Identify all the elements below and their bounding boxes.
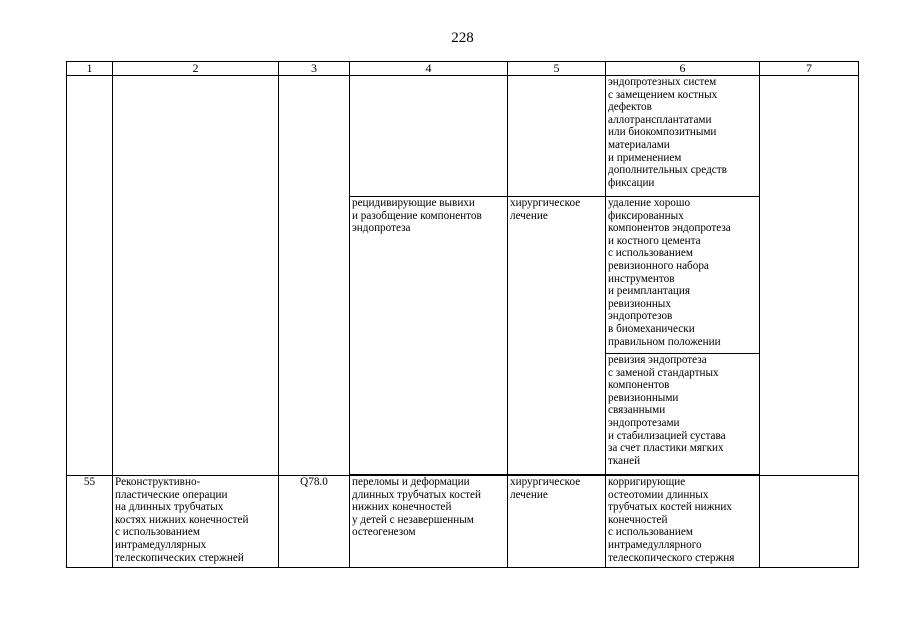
cell-name: Реконструктивно- пластические операции на длинных трубчатых костях нижних конечностей с использованием интрамедуллярных телескопических стержней [113,476,279,568]
table-row [67,476,860,568]
cell-name [113,76,279,476]
column-header: 7 [760,62,859,76]
cell-method: ревизия эндопротеза с заменой стандартных компонентов ревизионными связанными эндопротезами и стабилизацией сустава за счет пластики мягких тканей [606,354,760,475]
header-row [67,62,860,76]
cell-code [279,76,350,476]
column-header: 6 [606,62,760,76]
cell-model [350,76,508,197]
cell-treatment: хирургическое лечение [508,197,606,475]
column-header: 1 [67,62,113,76]
table-row [67,76,860,197]
cell-model: переломы и деформации длинных трубчатых костей нижних конечностей у детей с незавершенным остеогенезом [350,476,508,568]
column-header: 4 [350,62,508,76]
cell-method: корригирующие остеотомии длинных трубчатых костей нижних конечностей с использованием интрамедуллярного телескопического стержня [606,476,760,568]
cell-model: рецидивирующие вывихи и разобщение компонентов эндопротеза [350,197,508,475]
cell-number: 55 [67,476,113,568]
cell-number [67,76,113,476]
cell-col7 [760,76,859,476]
cell-treatment [508,76,606,197]
cell-method: удаление хорошо фиксированных компонентов эндопротеза и костного цемента с использованием ревизионного набора инструментов и реимплантация ревизионных эндопротезов в биомеханически правильном положении [606,197,760,354]
cell-treatment: хирургическое лечение [508,476,606,568]
page-number: 228 [451,30,474,46]
cell-code: Q78.0 [279,476,350,568]
cell-col7 [760,476,859,568]
column-header: 2 [113,62,279,76]
column-header: 3 [279,62,350,76]
cell-method: эндопротезных систем с замещением костных дефектов аллотрансплантатами или биокомпозитными материалами и применением дополнительных средств фиксации [606,76,760,197]
procedures-table [66,61,860,568]
column-header: 5 [508,62,606,76]
